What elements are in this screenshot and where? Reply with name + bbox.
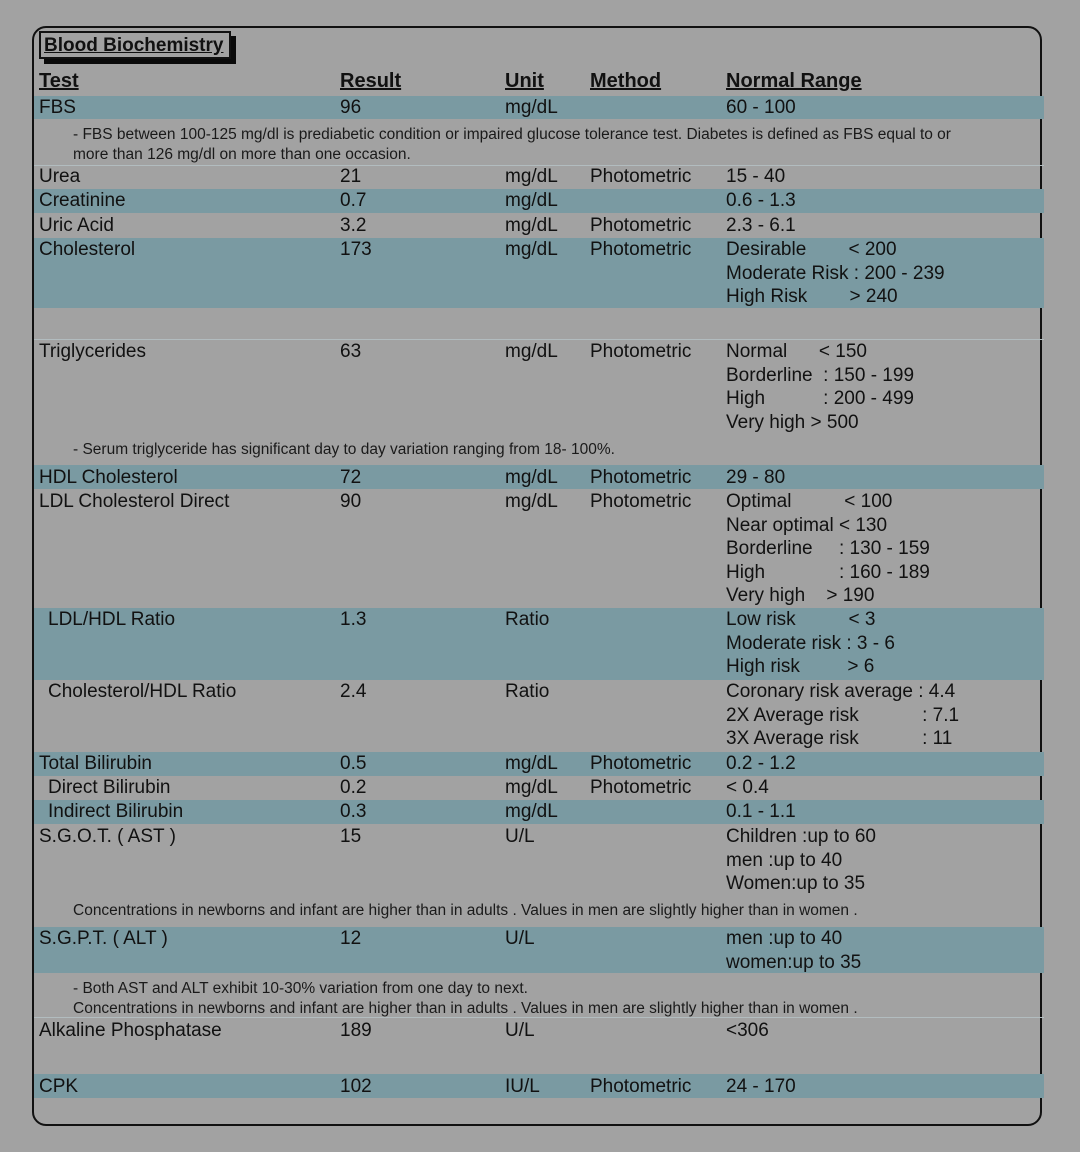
test-result: 63 <box>340 341 362 362</box>
test-range: 0.1 - 1.1 <box>726 801 796 822</box>
test-result: 0.7 <box>340 190 367 211</box>
alt-note-line-1: - Both AST and ALT exhibit 10-30% variation from one day to next. <box>73 980 528 997</box>
test-unit: mg/dL <box>505 491 558 512</box>
range-line: Borderline : 130 - 159 <box>726 538 930 559</box>
range-line: Normal < 150 <box>726 341 867 362</box>
test-range: 60 - 100 <box>726 97 796 118</box>
test-name: HDL Cholesterol <box>39 467 178 488</box>
test-unit: Ratio <box>505 681 550 702</box>
range-line: Moderate risk : 3 - 6 <box>726 632 895 654</box>
header-result: Result <box>340 70 402 92</box>
test-result: 0.5 <box>340 753 367 774</box>
test-method: Photometric <box>590 467 692 488</box>
range-line: High : 160 - 189 <box>726 561 930 583</box>
test-range <box>726 825 876 896</box>
test-name: Indirect Bilirubin <box>48 801 184 822</box>
test-result: 2.4 <box>340 681 367 702</box>
range-line: Low risk < 3 <box>726 609 876 630</box>
header-normal-range: Normal Range <box>726 70 862 92</box>
range-line: Borderline : 150 - 199 <box>726 364 915 386</box>
test-result: 1.3 <box>340 609 367 630</box>
section-title-box <box>39 31 231 59</box>
test-name: Total Bilirubin <box>39 753 152 774</box>
test-method: Photometric <box>590 753 692 774</box>
test-result: 0.2 <box>340 777 367 798</box>
test-name: Alkaline Phosphatase <box>39 1020 222 1041</box>
range-line: Moderate Risk : 200 - 239 <box>726 262 945 284</box>
test-method: Photometric <box>590 239 692 260</box>
test-unit: U/L <box>505 928 535 949</box>
test-name: FBS <box>39 97 76 118</box>
test-unit: mg/dL <box>505 341 558 362</box>
test-method: Photometric <box>590 215 692 236</box>
triglyceride-note: - Serum triglyceride has significant day to day variation ranging from 18- 100%. <box>73 441 615 458</box>
test-unit: mg/dL <box>505 166 558 187</box>
range-line: High : 200 - 499 <box>726 388 914 409</box>
test-unit: mg/dL <box>505 190 558 211</box>
test-method: Photometric <box>590 491 692 512</box>
test-unit: mg/dL <box>505 753 558 774</box>
fbs-note-line-2: more than 126 mg/dl on more than one occasion. <box>73 146 411 163</box>
test-range: 29 - 80 <box>726 467 786 488</box>
test-range <box>726 340 914 434</box>
header-method: Method <box>590 70 662 92</box>
test-name: S.G.O.T. ( AST ) <box>39 826 176 847</box>
range-line: Desirable < 200 <box>726 239 897 260</box>
test-range: 2.3 - 6.1 <box>726 215 796 236</box>
test-result: 189 <box>340 1020 372 1041</box>
test-unit: U/L <box>505 826 535 847</box>
range-line: Children :up to 60 <box>726 826 876 847</box>
range-line: Coronary risk average : 4.4 <box>726 681 956 702</box>
alt-note-line-2: Concentrations in newborns and infant are higher than in adults . Values in men are slightly higher than in women . <box>73 1000 858 1017</box>
test-method: Photometric <box>590 777 692 798</box>
range-line: women:up to 35 <box>726 951 862 973</box>
test-name: Creatinine <box>39 190 126 211</box>
test-range: 0.6 - 1.3 <box>726 190 796 211</box>
test-name: S.G.P.T. ( ALT ) <box>39 928 168 949</box>
test-unit: mg/dL <box>505 467 558 488</box>
test-result: 15 <box>340 826 362 847</box>
test-name: CPK <box>39 1076 79 1097</box>
test-result: 90 <box>340 491 362 512</box>
test-unit: mg/dL <box>505 777 558 798</box>
row-band-sgpt <box>34 927 1044 973</box>
test-name: LDL/HDL Ratio <box>48 609 176 630</box>
header-test: Test <box>39 70 79 92</box>
test-range <box>726 490 930 608</box>
test-method: Photometric <box>590 341 692 362</box>
test-range <box>726 238 945 309</box>
range-line: Very high > 190 <box>726 585 875 606</box>
test-range: 24 - 170 <box>726 1076 796 1097</box>
test-name: Triglycerides <box>39 341 146 362</box>
range-line: High risk > 6 <box>726 656 875 677</box>
range-line: 3X Average risk : 11 <box>726 728 953 749</box>
range-line: men :up to 40 <box>726 849 843 871</box>
test-name: Cholesterol/HDL Ratio <box>48 681 237 702</box>
test-unit: mg/dL <box>505 215 558 236</box>
range-line: Optimal < 100 <box>726 491 893 512</box>
test-result: 102 <box>340 1076 372 1097</box>
range-line: Women:up to 35 <box>726 873 866 894</box>
test-range: 0.2 - 1.2 <box>726 753 796 774</box>
test-result: 173 <box>340 239 372 260</box>
test-result: 3.2 <box>340 215 367 236</box>
test-method: Photometric <box>590 166 692 187</box>
test-method: Photometric <box>590 1076 692 1097</box>
range-line: men :up to 40 <box>726 928 843 949</box>
test-result: 96 <box>340 97 362 118</box>
test-unit: U/L <box>505 1020 535 1041</box>
test-unit: mg/dL <box>505 801 558 822</box>
test-name: Uric Acid <box>39 215 114 236</box>
range-line: Very high > 500 <box>726 411 859 433</box>
test-result: 21 <box>340 166 362 187</box>
range-line: Near optimal < 130 <box>726 514 888 536</box>
test-range: <306 <box>726 1020 769 1041</box>
fbs-note-line-1: - FBS between 100-125 mg/dl is prediabetic condition or impaired glucose tolerance test. Diabetes is defined as FBS equal to or <box>73 126 951 143</box>
test-result: 12 <box>340 928 362 949</box>
test-unit: mg/dL <box>505 97 558 118</box>
test-name: Urea <box>39 166 81 187</box>
header-unit: Unit <box>505 70 544 92</box>
test-range <box>726 608 895 679</box>
test-name: Cholesterol <box>39 239 136 260</box>
test-unit: IU/L <box>505 1076 540 1097</box>
test-result: 0.3 <box>340 801 367 822</box>
test-range <box>726 927 861 974</box>
test-unit: Ratio <box>505 609 550 630</box>
test-result: 72 <box>340 467 362 488</box>
test-range <box>726 680 959 751</box>
range-line: 2X Average risk : 7.1 <box>726 704 960 726</box>
test-unit: mg/dL <box>505 239 558 260</box>
test-name: Direct Bilirubin <box>48 777 171 798</box>
test-range: < 0.4 <box>726 777 769 798</box>
test-range: 15 - 40 <box>726 166 786 187</box>
test-name: LDL Cholesterol Direct <box>39 491 230 512</box>
ast-note: Concentrations in newborns and infant are higher than in adults . Values in men are slightly higher than in women . <box>73 902 858 919</box>
section-title: Blood Biochemistry <box>44 35 224 56</box>
range-line: High Risk > 240 <box>726 286 898 307</box>
